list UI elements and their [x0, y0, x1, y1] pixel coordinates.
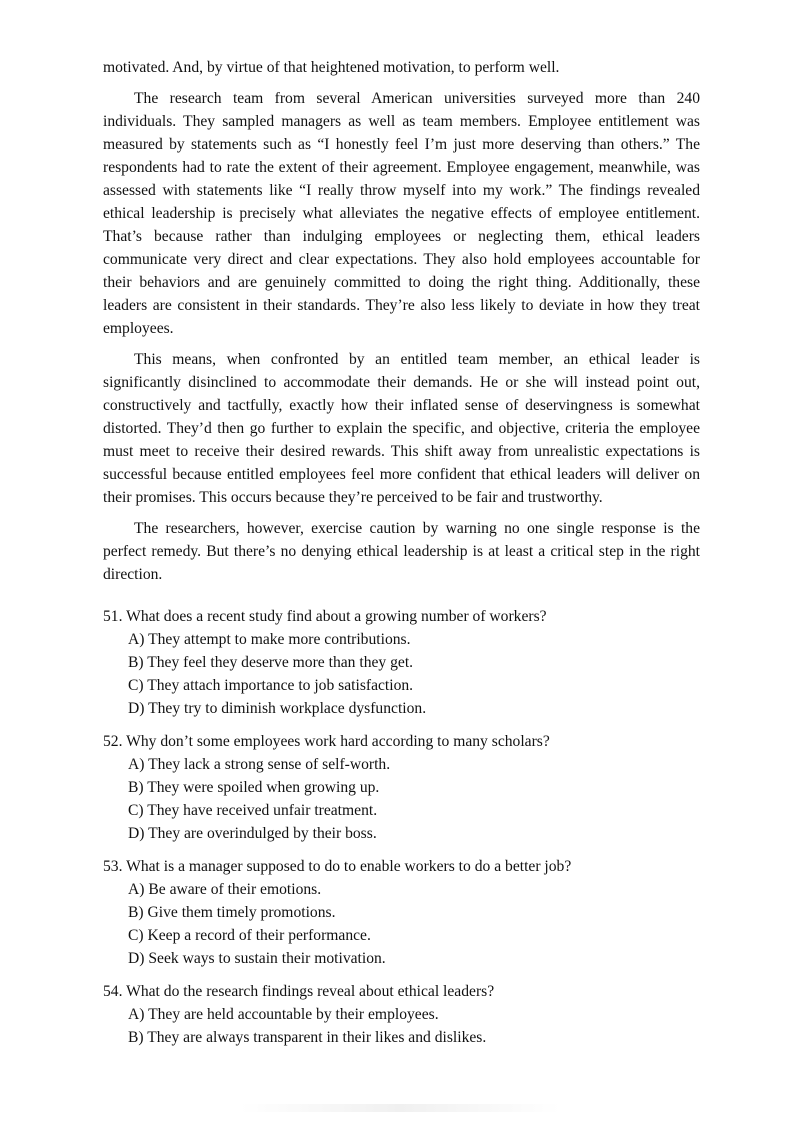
option-d: D) Seek ways to sustain their motivation.	[128, 950, 386, 967]
option-d: D) They are overindulged by their boss.	[128, 825, 377, 842]
option-b: B) They were spoiled when growing up.	[128, 779, 380, 796]
option-a: A) They lack a strong sense of self-worth.	[128, 756, 391, 773]
option-a: A) Be aware of their emotions.	[128, 881, 322, 898]
passage-paragraph-1: The research team from several American universities surveyed more than 240 individuals. They sampled managers as well as team members. Employee entitlement was measured by statements such as “I honestly feel I’m just more deserving than others.” The respondents had to rate the extent of their agreement. Employee engagement, meanwhile, was assessed with statements like “I really throw myself into my work.” The findings revealed ethical leadership is precisely what alleviates the negative effects of employee entitlement. That’s because rather than indulging employees or neglecting them, ethical leaders communicate very direct and clear expectations. They also hold employees accountable for their behaviors and are genuinely committed to doing the right thing. Additionally, these leaders are consistent in their standards. They’re also less likely to deviate in how they treat employees.	[103, 90, 700, 337]
question-list	[103, 605, 700, 1049]
question-54	[103, 980, 700, 1049]
option-b: B) They feel they deserve more than they get.	[128, 654, 414, 671]
option-list	[103, 628, 700, 720]
option-c: C) Keep a record of their performance.	[128, 927, 371, 944]
option-d: D) They try to diminish workplace dysfunction.	[128, 700, 427, 717]
option-c: C) They attach importance to job satisfaction.	[128, 677, 414, 694]
option-list	[103, 753, 700, 845]
question-stem: 53. What is a manager supposed to do to enable workers to do a better job?	[103, 858, 572, 875]
question-stem: 54. What do the research findings reveal about ethical leaders?	[103, 983, 495, 1000]
passage-paragraph-2: This means, when confronted by an entitled team member, an ethical leader is significantly disinclined to accommodate their demands. He or she will instead point out, constructively and tactfully, exactly how their inflated sense of deservingness is somewhat distorted. They’d then go further to explain the specific, and objective, criteria the employee must meet to receive their desired rewards. This shift away from unrealistic expectations is successful because entitled employees feel more confident that ethical leaders will deliver on their promises. This occurs because they’re perceived to be fair and trustworthy.	[103, 351, 700, 506]
passage-first-line: motivated. And, by virtue of that heightened motivation, to perform well.	[103, 59, 560, 76]
question-51	[103, 605, 700, 720]
option-b: B) Give them timely promotions.	[128, 904, 336, 921]
option-b: B) They are always transparent in their likes and dislikes.	[128, 1029, 487, 1046]
option-c: C) They have received unfair treatment.	[128, 802, 378, 819]
option-list	[103, 878, 700, 970]
question-52	[103, 730, 700, 845]
passage-paragraph-3: The researchers, however, exercise caution by warning no one single response is the perfect remedy. But there’s no denying ethical leadership is at least a critical step in the right direction.	[103, 520, 700, 583]
option-list	[103, 1003, 700, 1049]
question-stem: 51. What does a recent study find about a growing number of workers?	[103, 608, 547, 625]
document-page	[103, 56, 700, 1059]
question-stem: 52. Why don’t some employees work hard according to many scholars?	[103, 733, 550, 750]
option-a: A) They are held accountable by their employees.	[128, 1006, 439, 1023]
faint-footer-watermark	[240, 1104, 560, 1112]
option-a: A) They attempt to make more contributions.	[128, 631, 411, 648]
question-53	[103, 855, 700, 970]
